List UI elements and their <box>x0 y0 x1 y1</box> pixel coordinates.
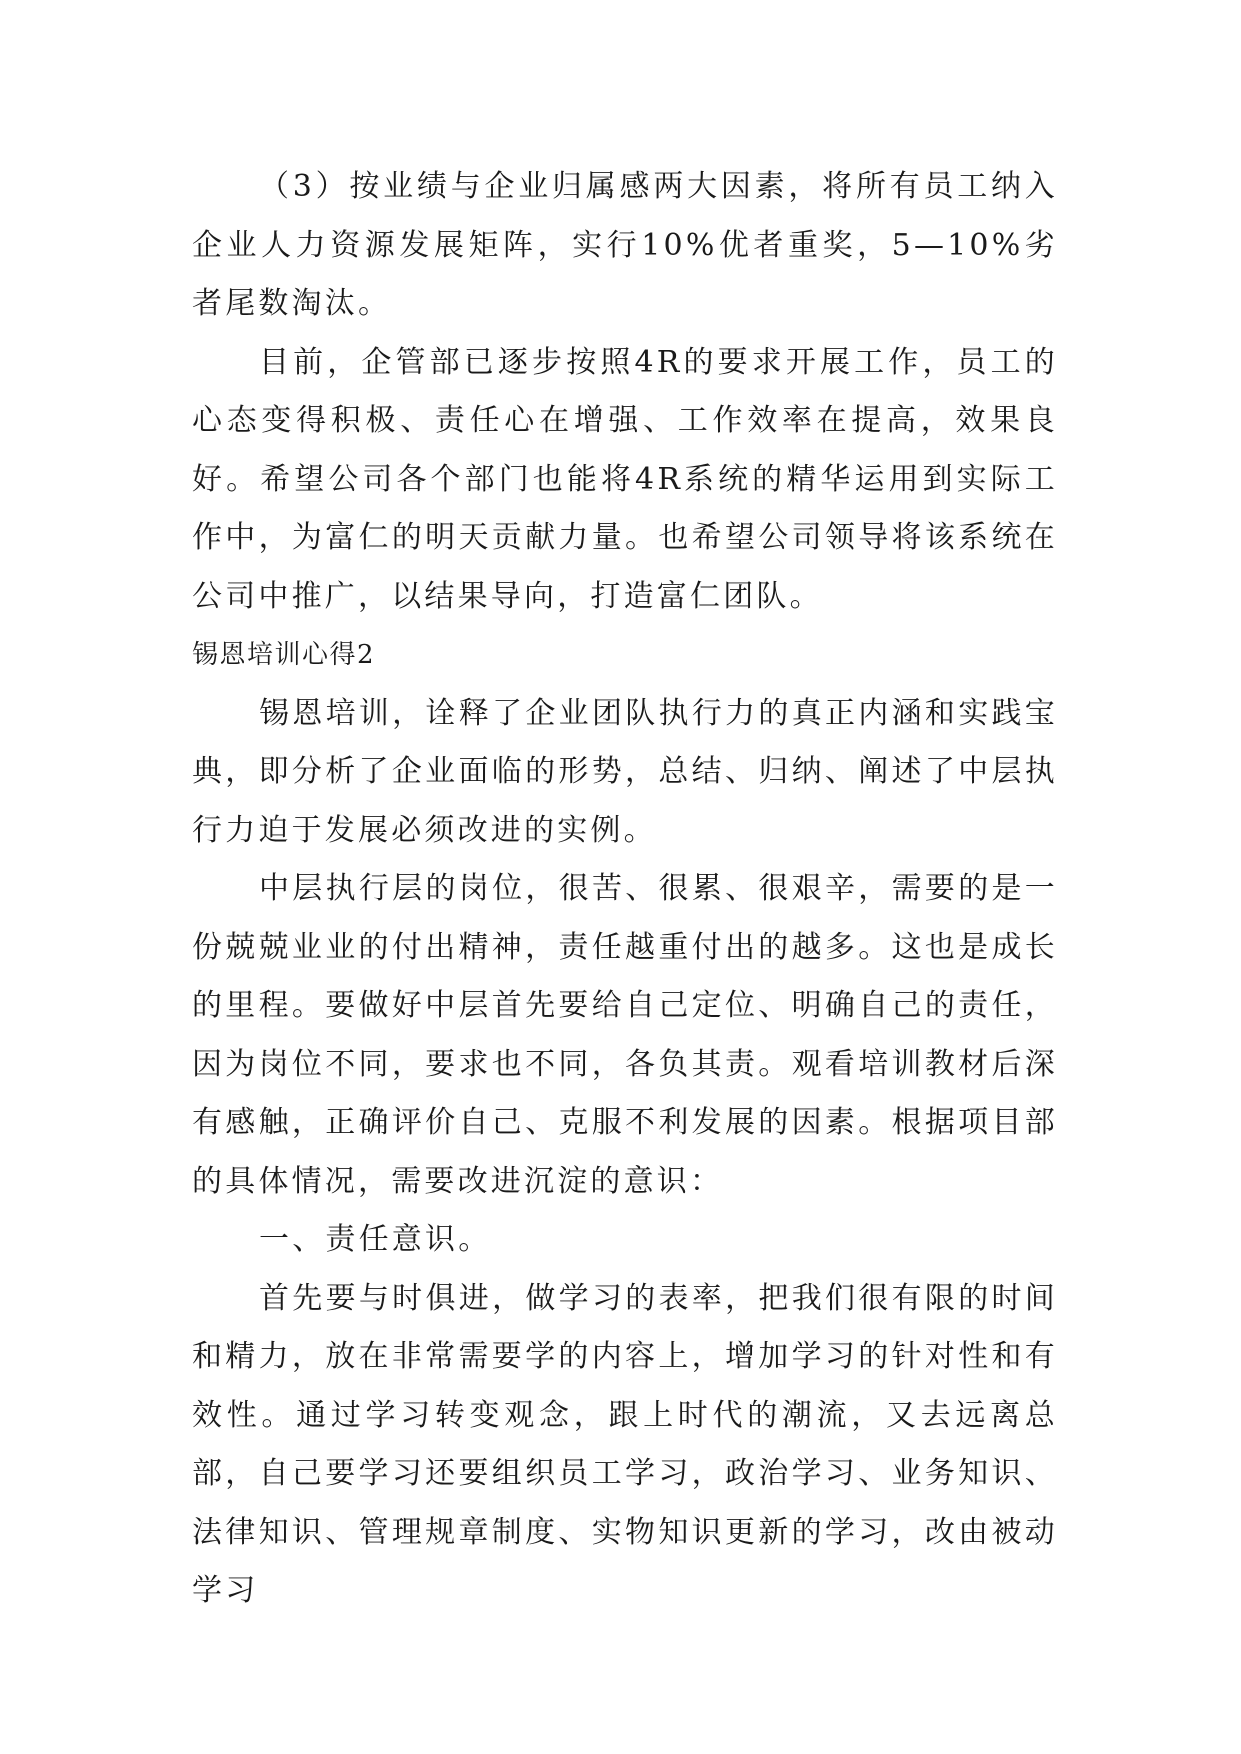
section-heading: 锡恩培训心得2 <box>192 640 376 670</box>
paragraph-responsibility-heading: 一、责任意识。 <box>259 1222 492 1257</box>
paragraph-training-intro: 锡恩培训，诠释了企业团队执行力的真正内涵和实践宝典，即分析了企业面临的形势，总结、归纳、阐述了中层执行力迫于发展必须改进的实例。 <box>192 695 1058 848</box>
paragraph-performance-matrix: （3）按业绩与企业归属感两大因素，将所有员工纳入企业人力资源发展矩阵，实行10%优者重奖，5—10%劣者尾数淘汰。 <box>192 169 1058 321</box>
paragraph-4r-progress: 目前，企管部已逐步按照4R的要求开展工作，员工的心态变得积极、责任心在增强、工作效率在提高，效果良好。希望公司各个部门也能将4R系统的精华运用到实际工作中，为富仁的明天贡献力量。也希望公司领导将该系统在公司中推广，以结果导向，打造富仁团队。 <box>192 344 1058 614</box>
document-body <box>192 158 1058 1621</box>
paragraph-learning: 首先要与时俱进，做学习的表率，把我们很有限的时间和精力，放在非常需要学的内容上，增加学习的针对性和有效性。通过学习转变观念，跟上时代的潮流，又去远离总部，自己要学习还要组织员工学习，政治学习、业务知识、法律知识、管理规章制度、实物知识更新的学习，改由被动学习 <box>192 1280 1058 1608</box>
paragraph-middle-management: 中层执行层的岗位，很苦、很累、很艰辛，需要的是一份兢兢业业的付出精神，责任越重付出的越多。这也是成长的里程。要做好中层首先要给自己定位、明确自己的责任，因为岗位不同，要求也不同，各负其责。观看培训教材后深有感触，正确评价自己、克服不利发展的因素。根据项目部的具体情况，需要改进沉淀的意识： <box>192 871 1058 1199</box>
